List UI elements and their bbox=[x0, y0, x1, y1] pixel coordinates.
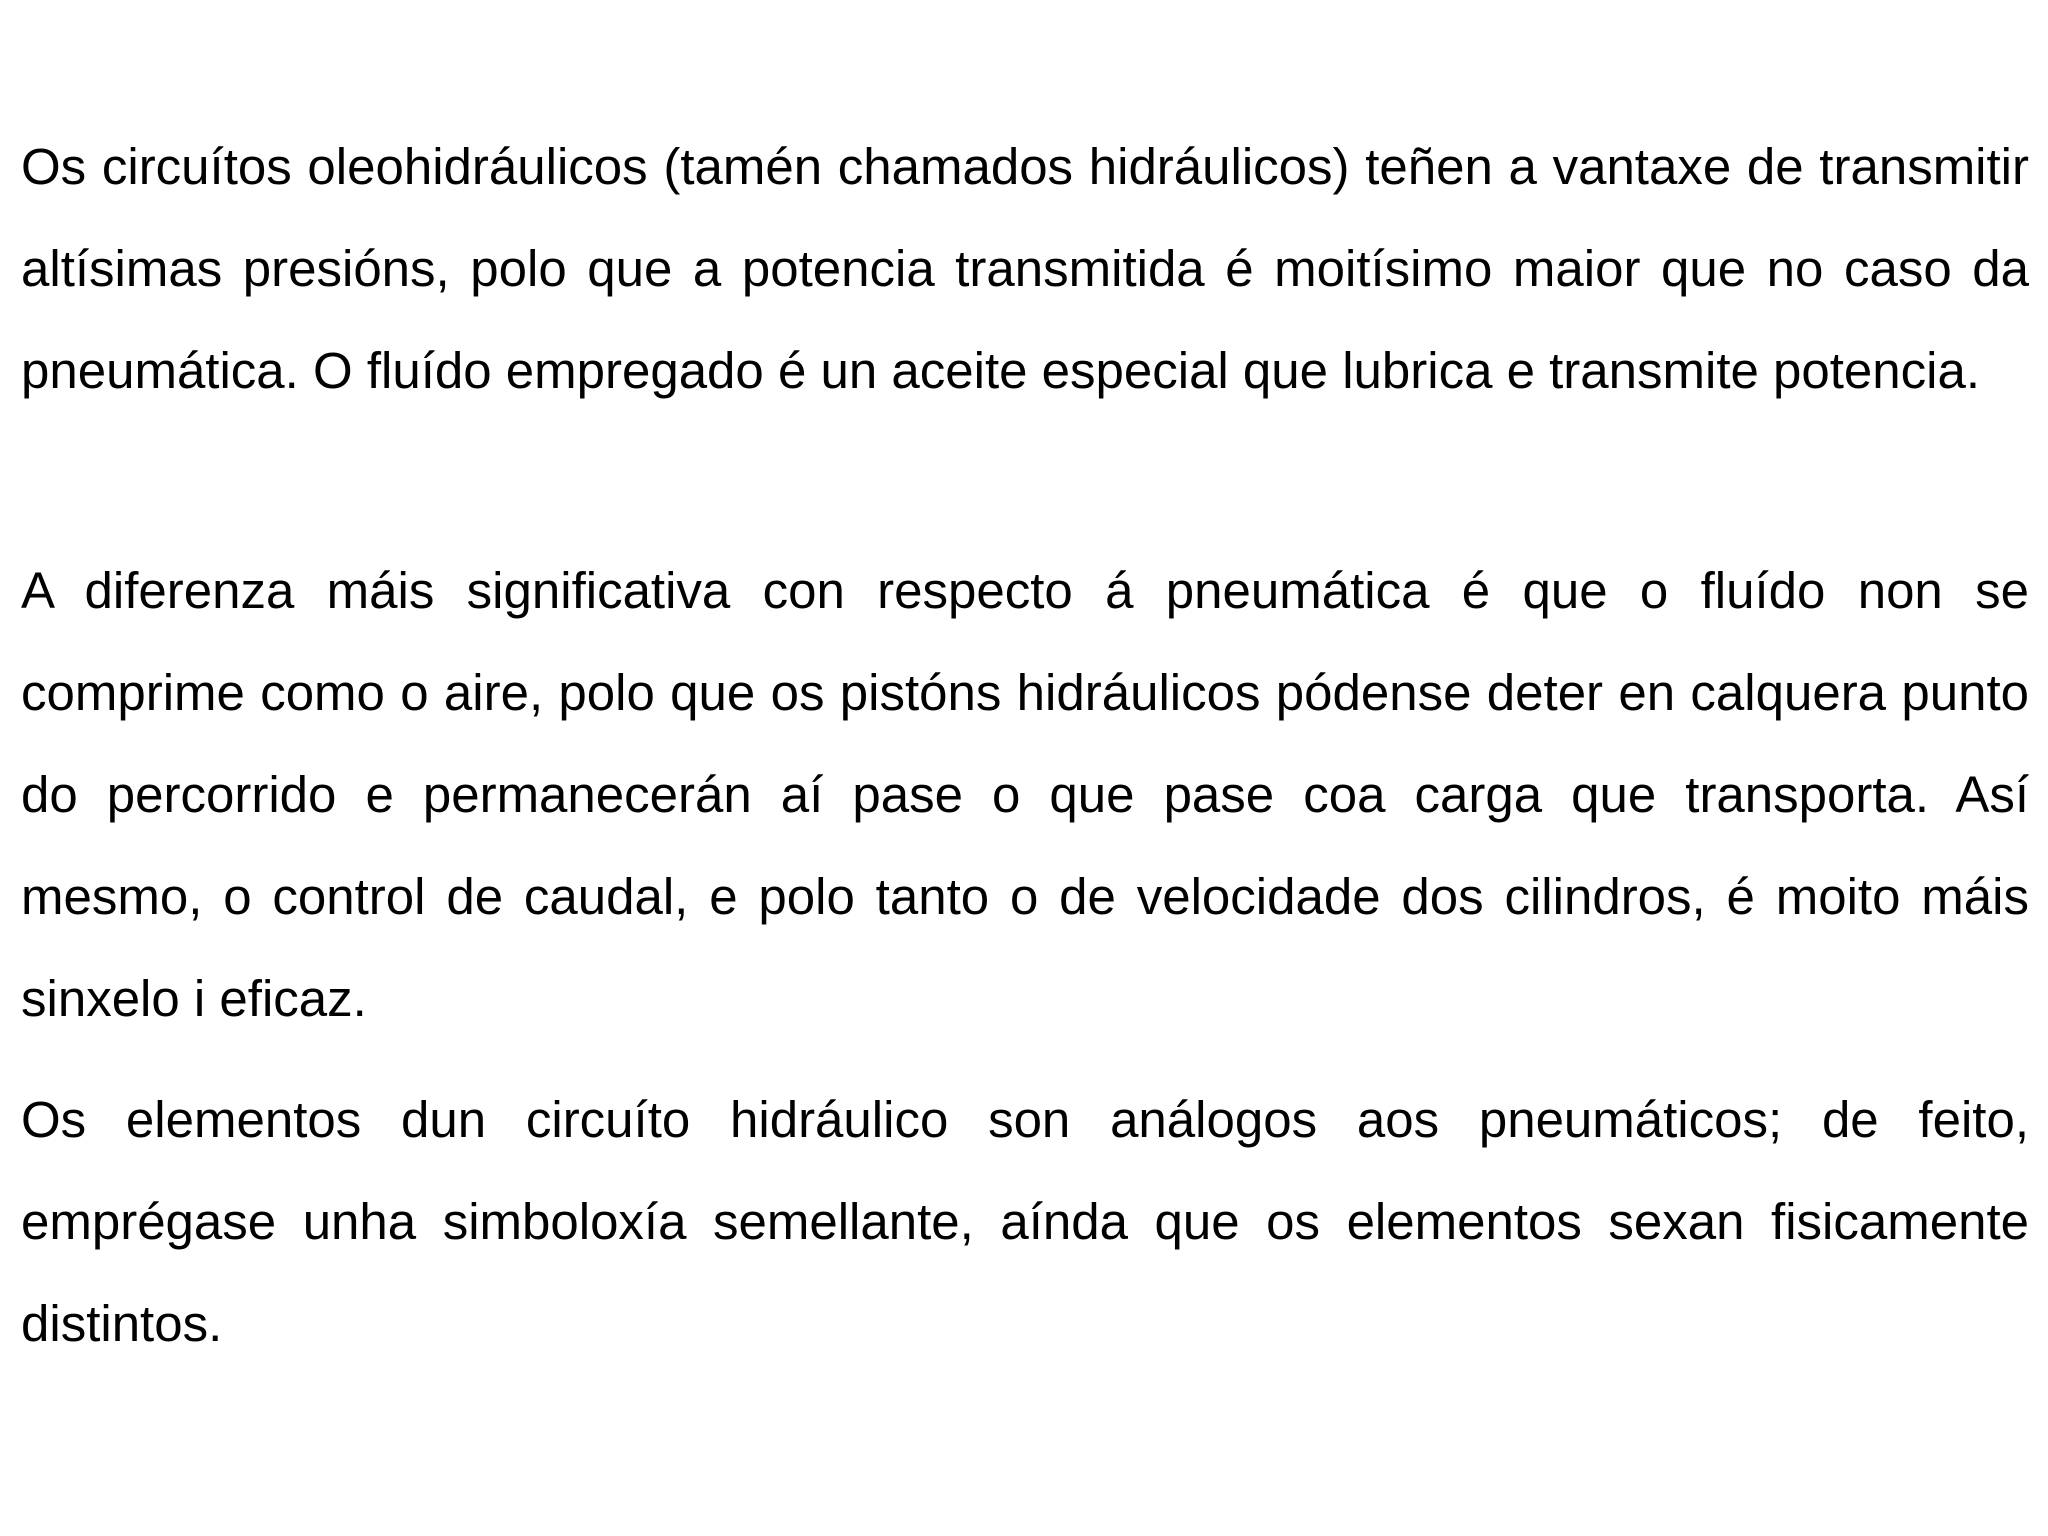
paragraph-3: Os elementos dun circuíto hidráulico son análogos aos pneumáticos; de feito, emprégase unha simboloxía semellante, aínda que os elementos sexan fisicamente distintos. bbox=[21, 1091, 2029, 1352]
paragraph-1: Os circuítos oleohidráulicos (tamén chamados hidráulicos) teñen a vantaxe de transmitir altísimas presións, polo que a potencia transmitida é moitísimo maior que no caso da pneumática. O fluído empregado é un aceite especial que lubrica e transmite potencia. bbox=[21, 138, 2029, 399]
paragraph-2: A diferenza máis significativa con respecto á pneumática é que o fluído non se comprime como o aire, polo que os pistóns hidráulicos pódense deter en calquera punto do percorrido e permanecerán aí pase o que pase coa carga que transporta. Así mesmo, o control de caudal, e polo tanto o de velocidade dos cilindros, é moito máis sinxelo i eficaz. bbox=[21, 562, 2029, 1027]
